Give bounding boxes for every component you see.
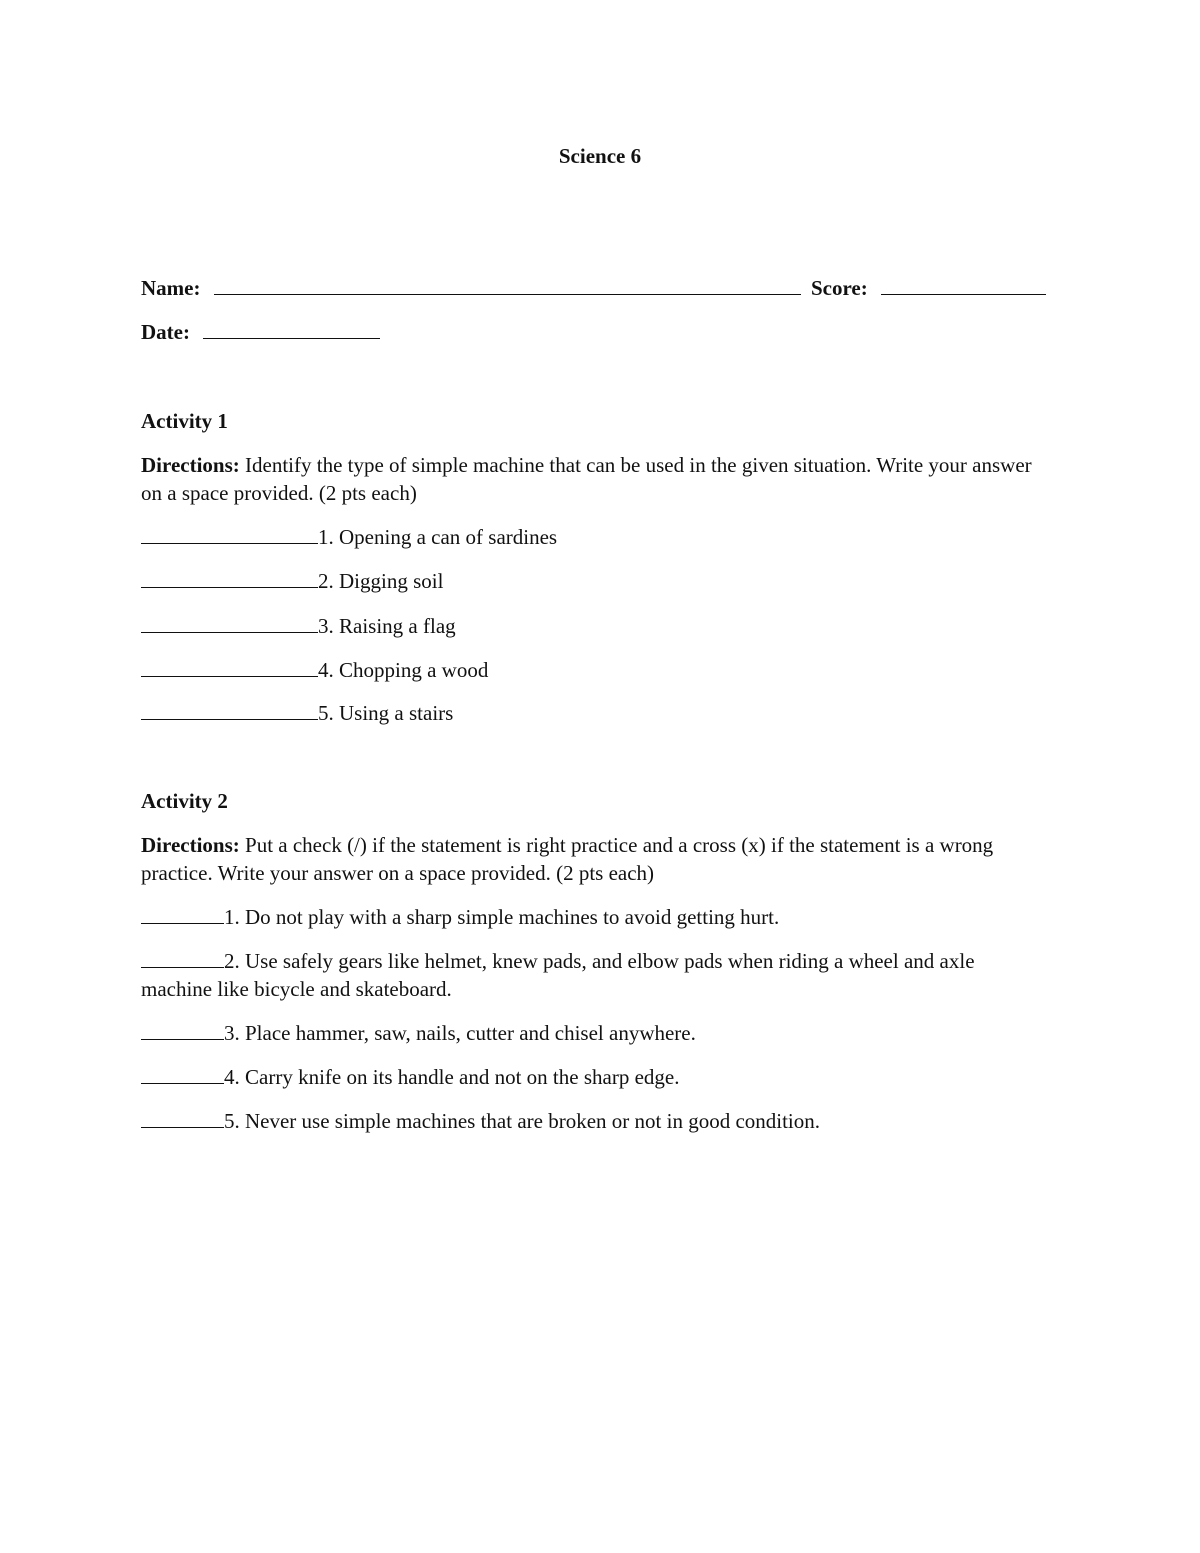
answer-blank[interactable] [141,947,224,968]
activity1-item [141,699,453,727]
date-label: Date: [141,320,190,344]
answer-blank[interactable] [141,1019,224,1040]
activity2-item [141,947,1041,1003]
answer-blank[interactable] [141,612,318,633]
name-label: Name: [141,276,201,300]
activity2-directions-text: Put a check (/) if the statement is right practice and a cross (x) if the statement is a wrong practice. Write your answer on a space provided. (2 pts each) [141,833,994,885]
activity2-item-text: 3. Place hammer, saw, nails, cutter and chisel anywhere. [224,1021,696,1045]
activity1-item-text: 5. Using a stairs [318,701,454,725]
activity2-item [141,903,779,931]
activity1-directions-text: Identify the type of simple machine that can be used in the given situation. Write your answer on a space provided. (2 pts each) [141,453,1032,505]
activity2-item-text: 2. Use safely gears like helmet, knew pads, and elbow pads when riding a wheel and axle machine like bicycle and skateboard. [141,949,975,1001]
activity2-item-text: 4. Carry knife on its handle and not on the sharp edge. [224,1065,680,1089]
answer-blank[interactable] [141,656,318,677]
activity1-item-text: 3. Raising a flag [318,614,456,638]
activity1-item [141,612,456,640]
answer-blank[interactable] [141,567,318,588]
activity1-directions [141,451,1041,507]
activity2-directions [141,831,1041,887]
activity1-item [141,656,488,684]
activity2-directions-label: Directions: [141,833,240,857]
answer-blank[interactable] [141,903,224,924]
activity1-item-text: 2. Digging soil [318,569,444,593]
name-field[interactable] [214,274,801,295]
activity2-item [141,1107,820,1135]
activity1-item [141,523,557,551]
date-row [141,318,380,346]
date-field[interactable] [203,318,380,339]
answer-blank[interactable] [141,1107,224,1128]
answer-blank[interactable] [141,699,318,720]
score-field[interactable] [881,274,1046,295]
activity1-item-text: 1. Opening a can of sardines [318,525,558,549]
activity2-item-text: 5. Never use simple machines that are broken or not in good condition. [224,1109,821,1133]
answer-blank[interactable] [141,1063,224,1084]
activity1-item-text: 4. Chopping a wood [318,658,489,682]
name-score-row [141,274,1046,302]
activity1-directions-label: Directions: [141,453,240,477]
activity2-item [141,1063,679,1091]
activity2-heading: Activity 2 [141,789,228,813]
activity2-item [141,1019,696,1047]
activity1-heading: Activity 1 [141,409,228,433]
page-title: Science 6 [558,144,642,168]
activity1-item [141,567,443,595]
score-label: Score: [810,276,868,300]
answer-blank[interactable] [141,523,318,544]
activity2-item-text: 1. Do not play with a sharp simple machines to avoid getting hurt. [224,905,780,929]
